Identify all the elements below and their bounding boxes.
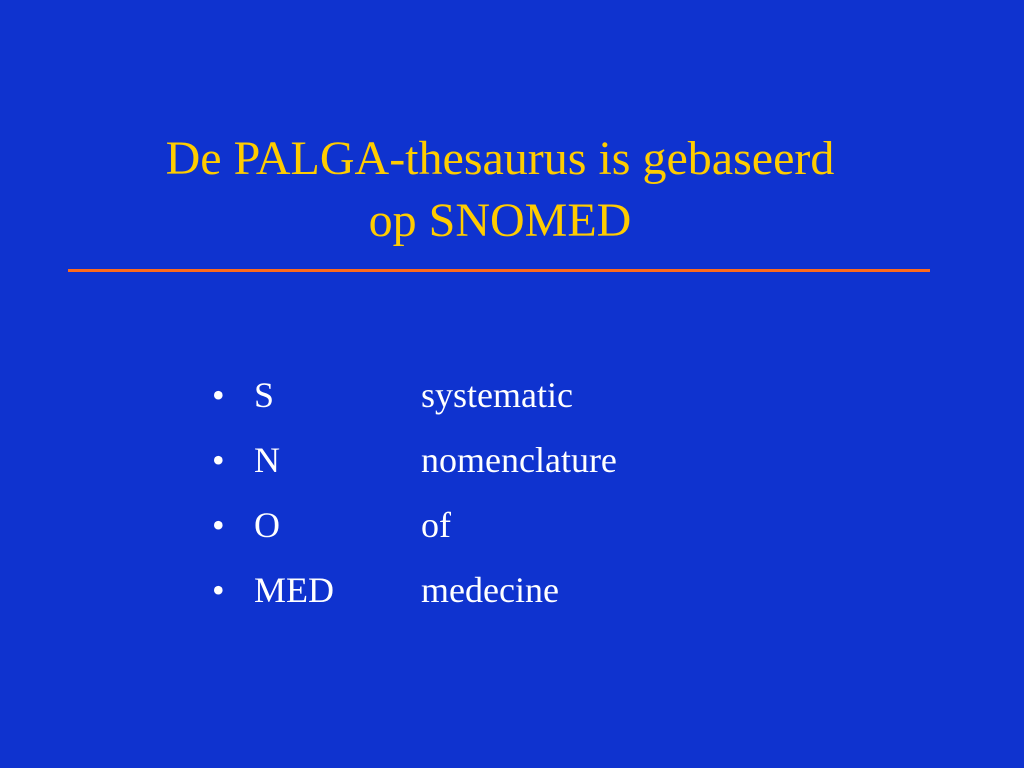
acronym-letter: O <box>254 505 280 545</box>
acronym-letter: MED <box>254 570 334 610</box>
acronym-meaning: nomenclature <box>421 440 617 480</box>
bullet-icon: • <box>212 375 225 415</box>
bullet-icon: • <box>212 440 225 480</box>
acronym-meaning: of <box>421 505 451 545</box>
acronym-letter: N <box>254 440 280 480</box>
slide-title-line-2: op SNOMED <box>368 194 632 247</box>
acronym-meaning: medecine <box>421 570 559 610</box>
acronym-letter: S <box>254 375 275 415</box>
slide-title <box>70 128 930 252</box>
acronym-meaning: systematic <box>421 375 573 415</box>
title-divider <box>68 269 930 272</box>
bullet-icon: • <box>212 505 225 545</box>
bullet-icon: • <box>212 570 225 610</box>
slide-title-line-1: De PALGA-thesaurus is gebaseerd <box>165 132 835 185</box>
